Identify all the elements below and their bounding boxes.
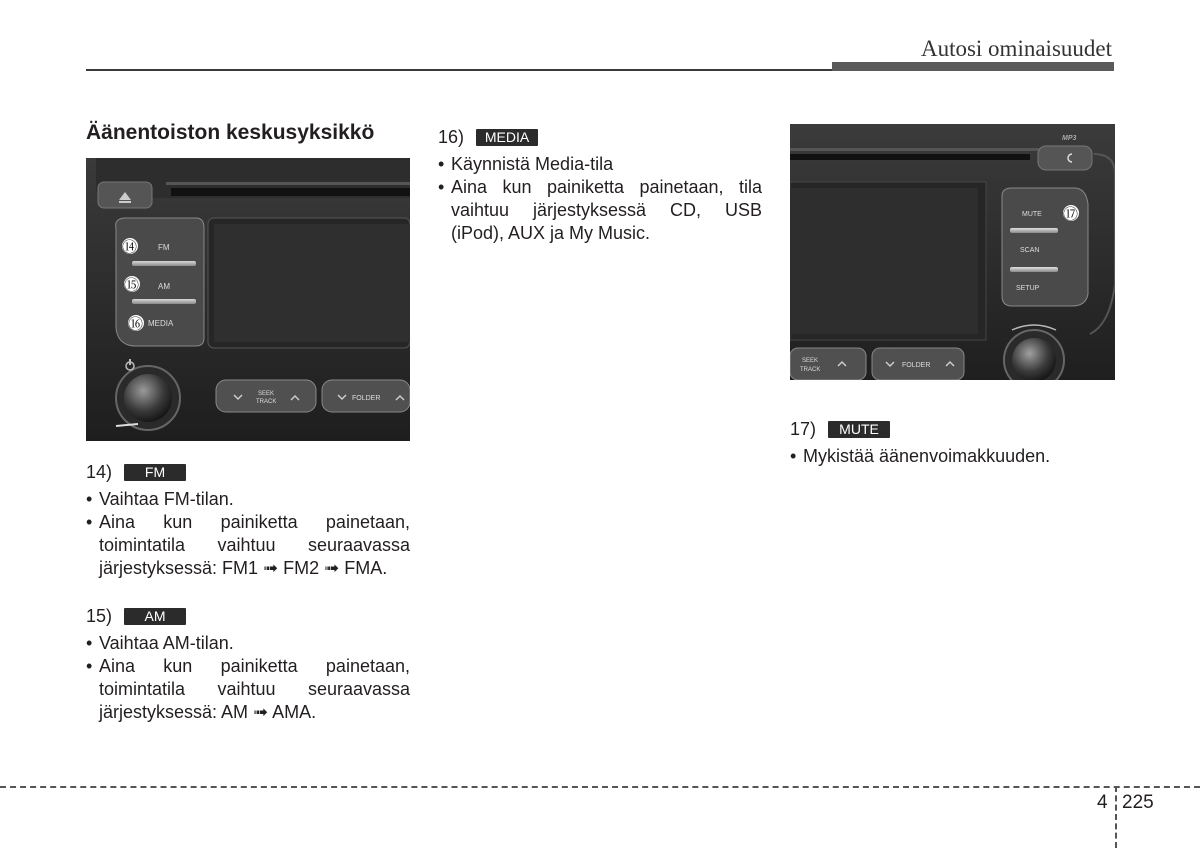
- chapter-number: 4: [1097, 792, 1108, 813]
- folder-label: FOLDER: [902, 362, 931, 369]
- fm-badge: FM: [124, 464, 186, 481]
- section-heading: Äänentoiston keskusyksikkö: [86, 121, 375, 144]
- bullet-item: • Vaihtaa AM-tilan.: [86, 632, 410, 655]
- audio-unit-photo-left: [86, 158, 410, 441]
- item-number: 16): [438, 126, 465, 147]
- footer-rule: [0, 786, 1200, 788]
- audio-unit-left-illustration: [86, 158, 410, 441]
- seek-label: SEEK: [258, 391, 275, 397]
- bullet-list: [86, 488, 410, 580]
- am-button-label: AM: [158, 282, 170, 291]
- chapter-title: Autosi ominaisuudet: [920, 36, 1112, 61]
- header-rule-accent: [832, 62, 1114, 71]
- callout-15: ⑮: [124, 276, 140, 294]
- scan-button-label: SCAN: [1020, 247, 1040, 254]
- bullet-item: • Vaihtaa FM-tilan.: [86, 488, 410, 511]
- footer-separator: [1115, 786, 1117, 848]
- callout-16: ⑯: [128, 315, 144, 333]
- bullet-list: [86, 632, 410, 724]
- audio-unit-photo-right: [790, 124, 1115, 380]
- bullet-item: • Aina kun painiketta painetaan, toimintatila vaihtuu seuraavassa järjestyksessä: FM1 ➟ FM2 ➟ FMA.: [86, 511, 410, 580]
- bullet-item: • Aina kun painiketta painetaan, tila vaihtuu järjestyksessä CD, USB (iPod), AUX ja My Music.: [438, 176, 762, 245]
- audio-unit-right-illustration: [790, 124, 1115, 380]
- mute-button-label: MUTE: [1022, 211, 1042, 218]
- bullet-list: [790, 445, 1115, 468]
- item-14: [86, 460, 410, 580]
- bullet-item: • Aina kun painiketta painetaan, toimintatila vaihtuu seuraavassa järjestyksessä: AM ➟ AMA.: [86, 655, 410, 724]
- track-label: TRACK: [256, 399, 277, 405]
- fm-button-label: FM: [158, 243, 170, 252]
- item-17: [790, 417, 1115, 468]
- media-button-label: MEDIA: [148, 319, 174, 328]
- item-number: 17): [790, 418, 817, 439]
- item-number: 14): [86, 461, 113, 482]
- page-number: 225: [1122, 792, 1154, 813]
- mp3-logo: MP3: [1062, 135, 1077, 142]
- track-label: TRACK: [800, 367, 821, 373]
- item-number: 15): [86, 605, 113, 626]
- am-badge: AM: [124, 608, 186, 625]
- bullet-item: • Mykistää äänenvoimakkuuden.: [790, 445, 1115, 468]
- mute-badge: MUTE: [828, 421, 890, 438]
- callout-14: ⑭: [122, 238, 138, 256]
- bullet-list: [438, 153, 762, 245]
- folder-label: FOLDER: [352, 395, 381, 402]
- setup-button-label: SETUP: [1016, 285, 1040, 292]
- media-badge: MEDIA: [476, 129, 538, 146]
- item-16: [438, 125, 762, 245]
- item-15: [86, 604, 410, 724]
- callout-17: ⑰: [1063, 205, 1079, 223]
- seek-label: SEEK: [802, 358, 819, 364]
- header-rule: [86, 69, 834, 71]
- bullet-item: • Käynnistä Media-tila: [438, 153, 762, 176]
